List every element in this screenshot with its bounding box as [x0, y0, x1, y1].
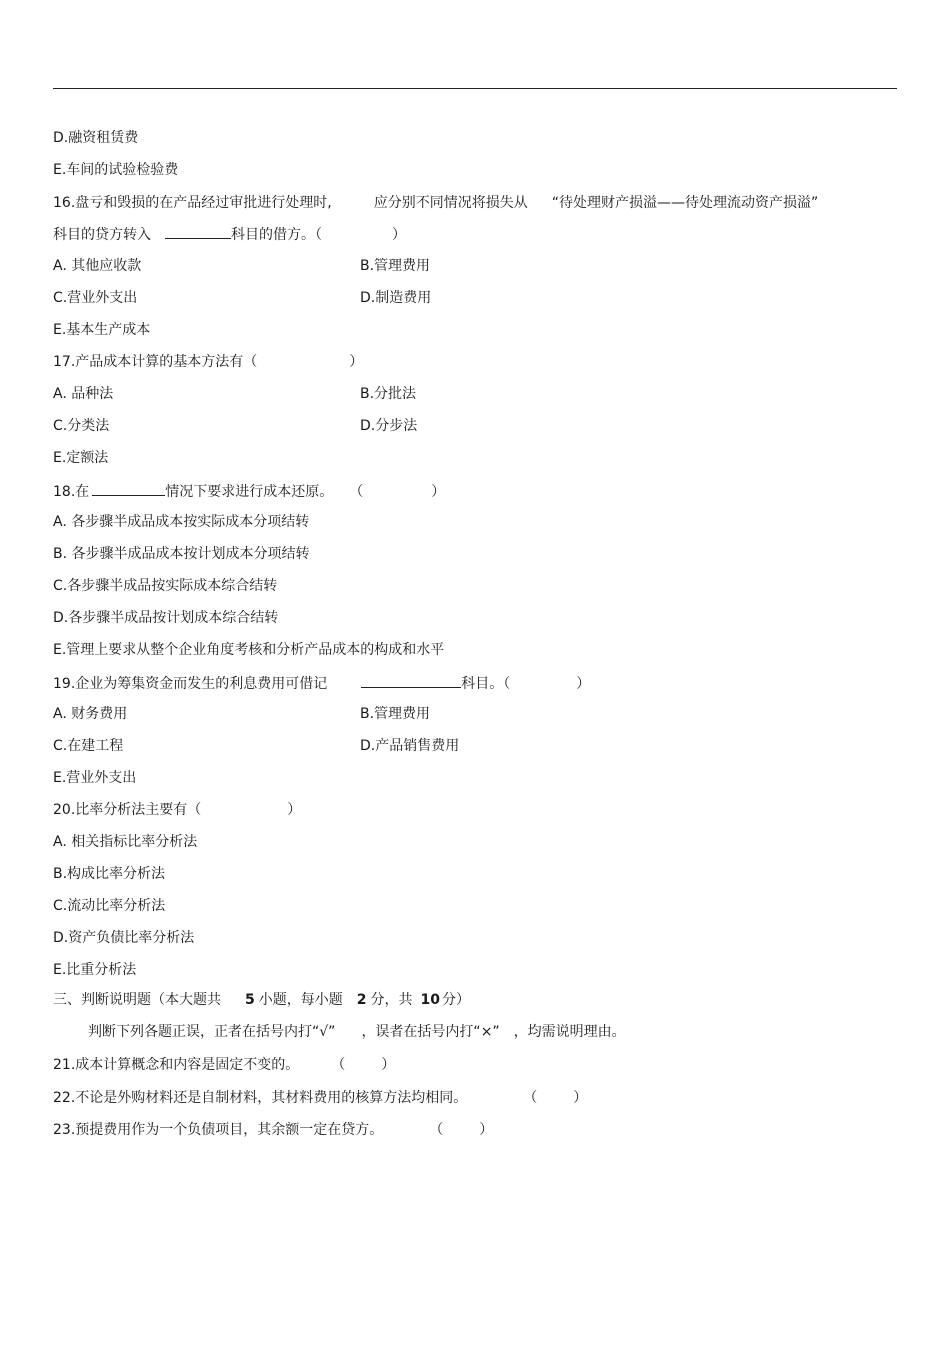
q22-paren-open: （ — [523, 1090, 538, 1106]
q20-option-d: D.资产负债比率分析法 — [53, 930, 195, 946]
q20-option-c: C.流动比率分析法 — [53, 898, 166, 914]
q20-stem — [53, 801, 301, 819]
q15-option-d: D.融资租赁费 — [53, 130, 139, 146]
q18-stem — [53, 481, 445, 501]
q16-stem-line1 — [53, 194, 818, 212]
section3-points-each: 2 — [356, 992, 367, 1008]
q17-option-c: C.分类法 — [53, 418, 110, 434]
q22-stem: 22.不论是外购材料还是自制材料，其材料费用的核算方法均相同。 — [53, 1090, 468, 1106]
q17-option-b: B.分批法 — [360, 386, 417, 402]
q17-option-e: E.定额法 — [53, 450, 109, 466]
q20-stem-text: 20.比率分析法主要有（ — [53, 802, 202, 818]
q18-option-b: B. 各步骤半成品成本按计划成本分项结转 — [53, 546, 310, 562]
q18-option-c: C.各步骤半成品按实际成本综合结转 — [53, 578, 278, 594]
q16-stem-part2: 应分别不同情况将损失从 — [373, 195, 528, 211]
q16-stem-part5: 科目的借方。（ — [231, 227, 322, 243]
q18-paren-open: （ — [349, 484, 364, 500]
q19-option-e: E.营业外支出 — [53, 770, 137, 786]
q17-option-d: D.分步法 — [360, 418, 418, 434]
q19-paren-close: ） — [576, 676, 591, 692]
q19-stem-part2: 科目。（ — [461, 676, 511, 692]
q17-option-a: A. 品种法 — [53, 386, 114, 402]
section3-head-part3: 分，共 — [370, 992, 413, 1008]
q16-option-c: C.营业外支出 — [53, 290, 138, 306]
q17-stem-text: 17.产品成本计算的基本方法有（ — [53, 354, 258, 370]
q18-stem-part1: 18.在 — [53, 484, 90, 500]
section3-head-part4: 分） — [441, 992, 470, 1008]
section3-total-points: 10 — [420, 992, 440, 1008]
q18-option-a: A. 各步骤半成品成本按实际成本分项结转 — [53, 514, 310, 530]
section3-instr-part1: 判断下列各题正误，正者在括号内打“√” — [88, 1024, 336, 1040]
section3-head-part1: 三、判断说明题（本大题共 — [53, 992, 221, 1008]
q21 — [53, 1056, 395, 1074]
q16-stem-part1: 16.盘亏和毁损的在产品经过审批进行处理时, — [53, 195, 332, 211]
q16-blank — [165, 224, 231, 239]
q16-stem-line2 — [53, 224, 406, 244]
q16-stem-part4: 科目的贷方转入 — [53, 227, 151, 243]
q18-stem-part2: 情况下要求进行成本还原。 — [165, 484, 334, 500]
q23-paren-close: ） — [479, 1122, 494, 1138]
q16-option-e: E.基本生产成本 — [53, 322, 151, 338]
q16-paren-close: ） — [392, 227, 406, 243]
q21-stem: 21.成本计算概念和内容是固定不变的。 — [53, 1057, 300, 1073]
q19-option-a: A. 财务费用 — [53, 706, 128, 722]
q20-paren-close: ） — [287, 802, 302, 818]
section3-instr-part2: ，误者在括号内打“×” — [361, 1024, 500, 1040]
q16-option-d: D.制造费用 — [360, 290, 432, 306]
q20-option-a: A. 相关指标比率分析法 — [53, 834, 198, 850]
q19-blank — [361, 673, 461, 688]
q20-option-e: E.比重分析法 — [53, 962, 137, 978]
q18-option-d: D.各步骤半成品按计划成本综合结转 — [53, 610, 279, 626]
q19-stem — [53, 673, 590, 693]
q16-option-a: A. 其他应收款 — [53, 258, 142, 274]
q18-blank — [92, 481, 165, 496]
section3-heading — [53, 991, 470, 1009]
q22 — [53, 1089, 587, 1107]
q19-stem-part1: 19.企业为筹集资金而发生的利息费用可借记 — [53, 676, 328, 692]
section3-instr-part3: ，均需说明理由。 — [513, 1024, 626, 1040]
q23-stem: 23.预提费用作为一个负债项目，其余额一定在贷方。 — [53, 1122, 384, 1138]
header-rule — [53, 88, 897, 89]
q22-paren-close: ） — [573, 1090, 588, 1106]
q15-option-e: E.车间的试验检验费 — [53, 162, 179, 178]
q19-option-c: C.在建工程 — [53, 738, 124, 754]
q18-paren-close: ） — [431, 484, 446, 500]
q20-option-b: B.构成比率分析法 — [53, 866, 166, 882]
q23 — [53, 1121, 493, 1139]
q21-paren-open: （ — [331, 1057, 346, 1073]
q19-option-d: D.产品销售费用 — [360, 738, 460, 754]
section3-question-count: 5 — [245, 992, 255, 1008]
q17-paren-close: ） — [349, 354, 364, 370]
q23-paren-open: （ — [429, 1122, 444, 1138]
q21-paren-close: ） — [381, 1057, 396, 1073]
q17-stem — [53, 353, 363, 371]
q16-option-b: B.管理费用 — [360, 258, 431, 274]
section3-instructions — [88, 1023, 626, 1041]
q18-option-e: E.管理上要求从整个企业角度考核和分析产品成本的构成和水平 — [53, 642, 445, 658]
section3-head-part2: 小题，每小题 — [258, 992, 343, 1008]
q16-stem-part3: “待处理财产损溢——待处理流动资产损溢” — [551, 195, 819, 211]
q19-option-b: B.管理费用 — [360, 706, 431, 722]
